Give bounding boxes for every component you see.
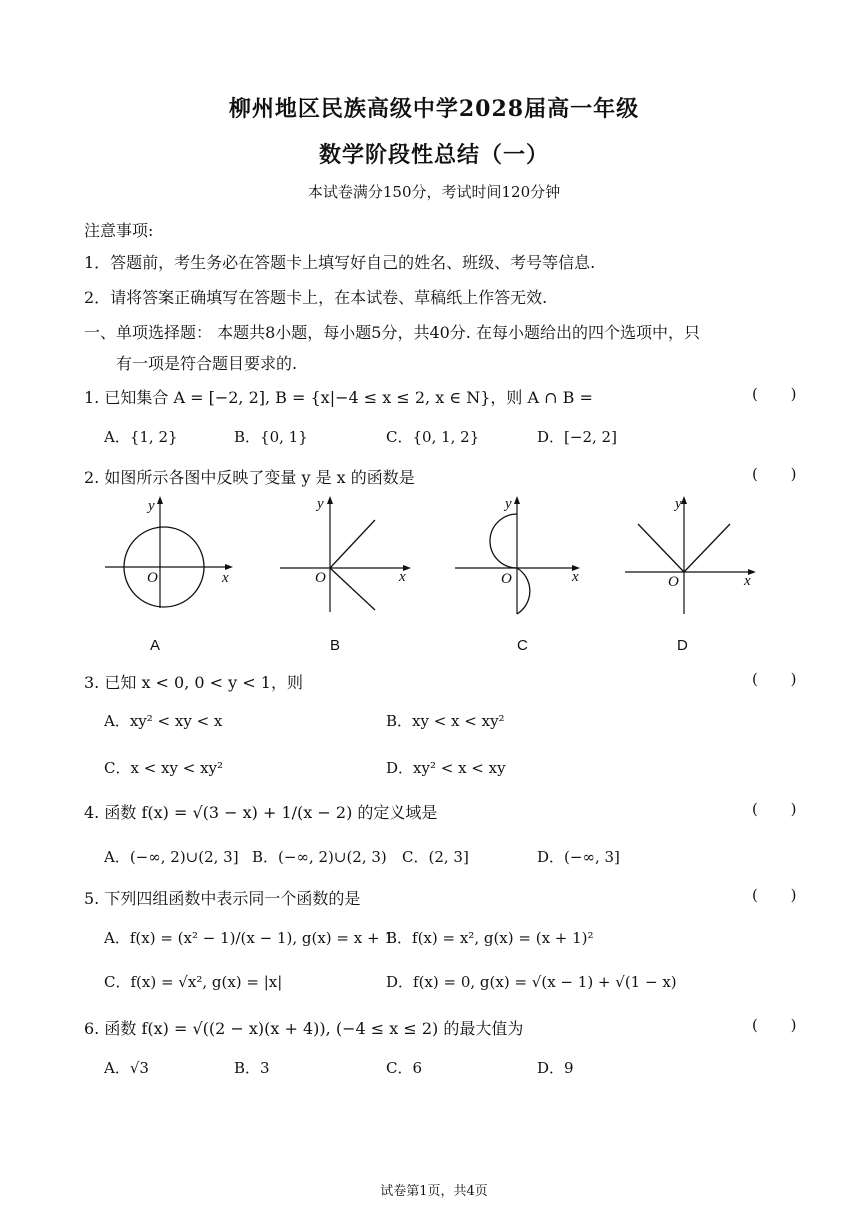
graph-d-origin: O [668,574,679,590]
graph-c-origin: O [501,571,512,587]
q3-answer-paren: ( ) [752,670,811,688]
graph-a-y-label: y [148,498,155,514]
q3-stem: 3. 已知 x < 0, 0 < y < 1，则 [84,673,303,692]
graph-d-y-label: y [675,496,682,512]
q1-option-c: C．{0, 1, 2} [386,428,480,446]
graph-b-y-label: y [317,496,324,512]
note-2: 2．请将答案正确填写在答题卡上，在本试卷、草稿纸上作答无效. [84,288,548,307]
q5-option-a: A．f(x) = (x² − 1)/(x − 1), g(x) = x + 1 [104,929,394,947]
q4-option-c: C．(2, 3] [402,848,469,866]
section-heading-cont: 有一项是符合题目要求的. [116,354,298,373]
graph-a [100,490,240,615]
notes-heading: 注意事项: [84,221,154,240]
q6-stem: 6. 函数 f(x) = √((2 − x)(x + 4)), (−4 ≤ x ≤ 2) 的最大值为 [84,1019,524,1038]
q6-option-b: B．3 [234,1059,270,1077]
q4-option-a: A．(−∞, 2)∪(2, 3] [104,848,239,866]
q1-option-d: D．[−2, 2] [537,428,617,446]
graph-c-x-label: x [572,569,579,585]
exam-title: 柳州地区民族高级中学2028届高一年级 [228,96,640,122]
q5-option-b: B．f(x) = x², g(x) = (x + 1)² [386,929,594,947]
q6-answer-paren: ( ) [752,1016,811,1034]
q2-stem: 2. 如图所示各图中反映了变量 y 是 x 的函数是 [84,468,415,487]
graph-c [450,490,590,615]
graph-d-x-label: x [744,573,751,589]
q3-option-c: C．x < xy < xy² [104,759,224,777]
q3-option-a: A．xy² < xy < x [104,712,223,730]
graph-a-caption: A [150,637,161,654]
q4-stem: 4. 函数 f(x) = √(3 − x) + 1/(x − 2) 的定义域是 [84,803,438,822]
q3-option-d: D．xy² < x < xy [386,759,506,777]
graph-b-origin: O [315,570,326,586]
q6-option-c: C．6 [386,1059,423,1077]
q6-option-a: A．√3 [104,1059,149,1077]
q5-option-d: D．f(x) = 0, g(x) = √(x − 1) + √(1 − x) [386,973,677,991]
q5-answer-paren: ( ) [752,886,811,904]
graph-c-caption: C [517,637,528,654]
exam-info: 本试卷满分150分，考试时间120分钟 [307,183,561,201]
q4-answer-paren: ( ) [752,800,811,818]
exam-subtitle: 数学阶段性总结（一） [318,142,549,168]
q4-option-d: D．(−∞, 3] [537,848,620,866]
graph-c-y-label: y [505,496,512,512]
q5-option-c: C．f(x) = √x², g(x) = |x| [104,973,283,991]
q6-option-d: D．9 [537,1059,574,1077]
graph-a-x-label: x [222,570,229,586]
graph-a-origin: O [147,570,158,586]
graph-d [620,490,765,615]
graph-b-caption: B [330,637,341,654]
q2-answer-paren: ( ) [752,465,811,483]
page-footer: 试卷第1页，共4页 [380,1184,488,1199]
q4-option-b: B．(−∞, 2)∪(2, 3) [252,848,387,866]
note-1: 1．答题前，考生务必在答题卡上填写好自己的姓名、班级、考号等信息. [84,253,596,272]
graph-b-x-label: x [399,569,406,585]
q5-stem: 5. 下列四组函数中表示同一个函数的是 [84,889,361,908]
q1-option-b: B．{0, 1} [234,428,308,446]
section-heading: 一、单项选择题： 本题共8小题，每小题5分，共40分. 在每小题给出的四个选项中，只 [84,323,700,342]
graph-b [275,490,415,615]
q1-option-a: A．{1, 2} [104,428,178,446]
graph-d-caption: D [677,637,688,654]
q1-answer-paren: ( ) [752,385,811,403]
q1-stem: 1. 已知集合 A = [−2, 2], B = {x|−4 ≤ x ≤ 2, x ∈ N}，则 A ∩ B = [84,388,593,407]
q3-option-b: B．xy < x < xy² [386,712,505,730]
